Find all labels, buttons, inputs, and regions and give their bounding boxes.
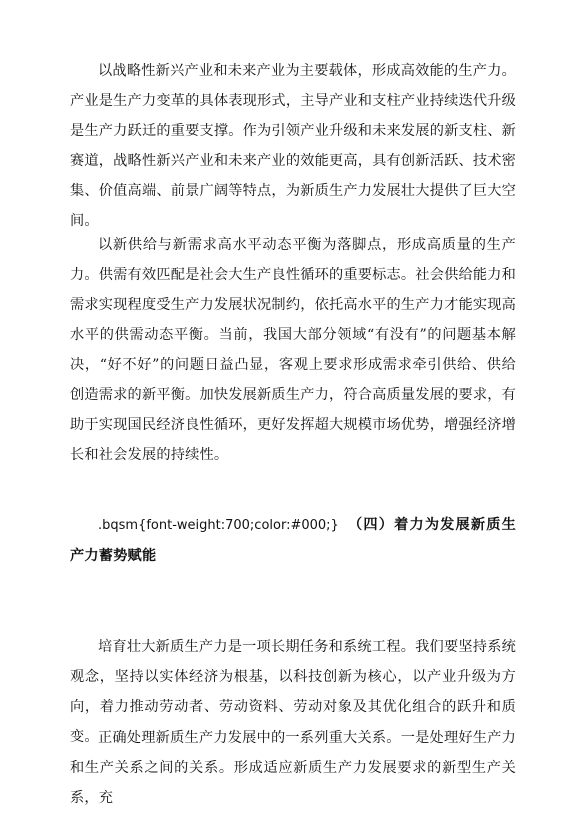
paragraph-long-term-task: 培育壮大新质生产力是一项长期任务和系统工程。我们要坚持系统观念，坚持以实体经济为根基，以科技创新为核心，以产业升级为方向，着力推动劳动者、劳动资料、劳动对象及其优化组合的跃升和质变。 xyxy=(70,639,516,745)
paragraph-supply-demand-balance: 以新供给与新需求高水平动态平衡为落脚点，形成高质量的生产力。供需有效匹配是社会大生产良性循环的重要标志。社会供给能力和需求实现程度受生产力发展状况制约，依托高水平的生产力才能实现高水平的供需动态平衡。当前，我国大部分领域“有没有”的问题基本解决，“好不好”的问题日益凸显，客观上要求形成需求牵引供给、供给创造需求的新平衡。加快发展新质生产力，符合高质量发展的要求，有助于实现国民经济良性循环，更好发挥超大规模市场优势，增强经济增长和社会发展的持续性。 xyxy=(70,237,517,463)
section-heading-title: （四）着力为发展新质生产力蓄势赋能 xyxy=(70,517,516,564)
leaked-css-text: .bqsm{font-weight:700;color:#000;} xyxy=(98,518,339,533)
paragraph-strategic-industries: 以战略性新兴产业和未来产业为主要载体，形成高效能的生产力。产业是生产力变革的具体表现形式，主导产业和支柱产业持续迭代升级是生产力跃迁的重要支撑。作为引领产业升级和未来发展的新支柱、新赛道，战略性新兴产业和未来产业的效能更高，具有创新活跃、技术密集、价值高端、前景广阔等特点，为新质生产力发展壮大提供了巨大空间。 xyxy=(70,63,517,229)
section-heading xyxy=(70,510,516,571)
paragraph-major-relationships: 正确处理新质生产力发展中的一系列重大关系。一是处理好生产力和生产关系之间的关系。形成适应新质生产力发展要求的新型生产关系，充 xyxy=(70,730,516,806)
